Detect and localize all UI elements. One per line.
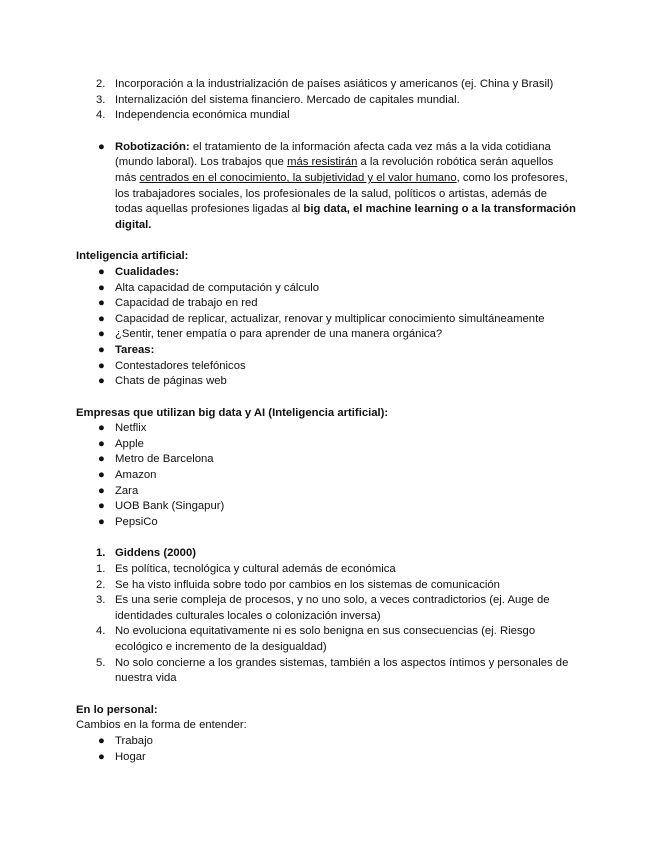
list-item bbox=[76, 359, 576, 375]
bullet-icon: ● bbox=[98, 500, 105, 513]
spacer bbox=[76, 530, 576, 546]
list-item-text: Es política, tecnológica y cultural además de económica bbox=[115, 563, 396, 576]
ai-tareas-title: Tareas: bbox=[115, 343, 155, 356]
company-name: Zara bbox=[115, 484, 139, 497]
list-item-text: Se ha visto influida sobre todo por cambios en los sistemas de comunicación bbox=[115, 578, 500, 591]
list-item-text: Chats de páginas web bbox=[115, 375, 227, 388]
list-item bbox=[76, 468, 576, 484]
list-item-text: Independencia económica mundial bbox=[115, 109, 290, 122]
list-item-text: ¿Sentir, tener empatía o para aprender de una manera orgánica? bbox=[115, 328, 443, 341]
list-item-text: No evoluciona equitativamente ni es solo benigna en sus consecuencias (ej. Riesgo ecológico e incremento de la desigualdad) bbox=[115, 625, 536, 653]
list-number: 1. bbox=[96, 547, 106, 560]
companies-heading: Empresas que utilizan big data y AI (Inteligencia artificial): bbox=[76, 406, 389, 419]
bullet-icon: ● bbox=[98, 359, 105, 372]
list-item bbox=[76, 296, 576, 312]
bullet-icon: ● bbox=[98, 469, 105, 482]
list-item-text: Alta capacidad de computación y cálculo bbox=[115, 281, 320, 294]
personal-intro: Cambios en la forma de entender: bbox=[76, 719, 247, 732]
list-item bbox=[76, 484, 576, 500]
document-content bbox=[76, 77, 576, 765]
list-number: 2. bbox=[96, 78, 106, 90]
list-item bbox=[76, 750, 576, 766]
list-number: 3. bbox=[96, 594, 106, 607]
list-item bbox=[76, 327, 576, 343]
spacer bbox=[76, 233, 576, 249]
list-item bbox=[76, 578, 576, 594]
bullet-icon: ● bbox=[98, 453, 105, 466]
list-item-text: Es una serie compleja de procesos, y no uno solo, a veces contradictorios (ej. Auge de identidades culturales locales o colonización inversa) bbox=[115, 594, 550, 622]
company-name: Apple bbox=[115, 437, 144, 450]
robotization-text-1: el tratamiento de la información afecta cada vez más a la vida cotidiana (mundo laboral). Los trabajos que bbox=[115, 140, 551, 169]
bullet-icon: ● bbox=[98, 422, 105, 435]
ai-heading: Inteligencia artificial: bbox=[76, 250, 189, 263]
company-name: Amazon bbox=[115, 469, 157, 482]
bullet-icon: ● bbox=[98, 281, 105, 294]
list-item bbox=[76, 437, 576, 453]
list-item-text: Hogar bbox=[115, 750, 146, 763]
list-item bbox=[76, 281, 576, 297]
list-item-text: Trabajo bbox=[115, 734, 153, 747]
robotization-title: Robotización: bbox=[115, 140, 190, 153]
bullet-icon: ● bbox=[98, 140, 105, 153]
bullet-icon: ● bbox=[98, 484, 105, 497]
list-item bbox=[76, 77, 576, 93]
bullet-icon: ● bbox=[98, 312, 105, 325]
list-item-text: Contestadores telefónicos bbox=[115, 359, 246, 372]
bullet-icon: ● bbox=[98, 437, 105, 450]
bullet-icon: ● bbox=[98, 343, 105, 356]
robotization-text-3: , como los profesores, los trabajadores sociales, los profesionales de la salud, políticos o artistas, además de todas aquellas profesiones ligadas al bbox=[115, 171, 568, 216]
bullet-icon: ● bbox=[98, 328, 105, 341]
bullet-icon: ● bbox=[98, 734, 105, 747]
spacer bbox=[76, 124, 576, 140]
spacer bbox=[76, 687, 576, 703]
list-number: 3. bbox=[96, 93, 106, 106]
list-item bbox=[76, 499, 576, 515]
company-name: Netflix bbox=[115, 422, 147, 435]
list-number: 4. bbox=[96, 625, 106, 638]
spacer bbox=[76, 390, 576, 406]
list-item-text: Internalización del sistema financiero. Mercado de capitales mundial. bbox=[115, 93, 460, 106]
list-item bbox=[76, 624, 576, 655]
giddens-title: Giddens (2000) bbox=[115, 547, 196, 560]
list-item bbox=[76, 108, 576, 124]
list-item bbox=[76, 515, 576, 531]
list-number: 1. bbox=[96, 563, 106, 576]
ai-tareas-title-item bbox=[76, 343, 576, 359]
bullet-icon: ● bbox=[98, 515, 105, 528]
robotization-text-2: a la revolución robótica serán aquellos más bbox=[115, 156, 554, 184]
list-number: 2. bbox=[96, 578, 106, 591]
robotization-item bbox=[76, 140, 576, 234]
company-name: UOB Bank (Singapur) bbox=[115, 500, 225, 513]
economic-list bbox=[76, 77, 576, 124]
list-item bbox=[76, 593, 576, 624]
company-name: Metro de Barcelona bbox=[115, 453, 214, 466]
list-item bbox=[76, 93, 576, 109]
bullet-icon: ● bbox=[98, 750, 105, 763]
robotization-underline-2: centrados en el conocimiento, la subjetividad y el valor humano bbox=[139, 171, 457, 184]
list-item bbox=[76, 374, 576, 390]
robotization-bold-end: big data, el machine learning o a la transformación digital. bbox=[115, 203, 576, 231]
list-item bbox=[76, 656, 576, 687]
robotization-underline-1: más resistirán bbox=[287, 156, 358, 169]
list-item-text: Capacidad de replicar, actualizar, renovar y multiplicar conocimiento simultáneamente bbox=[115, 312, 545, 325]
list-item-text: Incorporación a la industrialización de países asiáticos y americanos (ej. China y Brasil) bbox=[115, 78, 554, 90]
list-item bbox=[76, 734, 576, 750]
list-number: 5. bbox=[96, 656, 106, 669]
list-item bbox=[76, 562, 576, 578]
list-item bbox=[76, 421, 576, 437]
list-item-text: No solo concierne a los grandes sistemas, también a los aspectos íntimos y personales de nuestra vida bbox=[115, 656, 569, 685]
robotization-paragraph bbox=[115, 140, 576, 234]
list-item bbox=[76, 312, 576, 328]
giddens-title-item bbox=[76, 546, 576, 562]
ai-cualidades-title-item bbox=[76, 265, 576, 281]
bullet-icon: ● bbox=[98, 265, 105, 278]
bullet-icon: ● bbox=[98, 375, 105, 388]
bullet-icon: ● bbox=[98, 297, 105, 310]
list-number: 4. bbox=[96, 109, 106, 122]
company-name: PepsiCo bbox=[115, 515, 158, 528]
personal-heading: En lo personal: bbox=[76, 703, 158, 716]
ai-cualidades-title: Cualidades: bbox=[115, 265, 180, 278]
list-item-text: Capacidad de trabajo en red bbox=[115, 297, 258, 310]
list-item bbox=[76, 452, 576, 468]
